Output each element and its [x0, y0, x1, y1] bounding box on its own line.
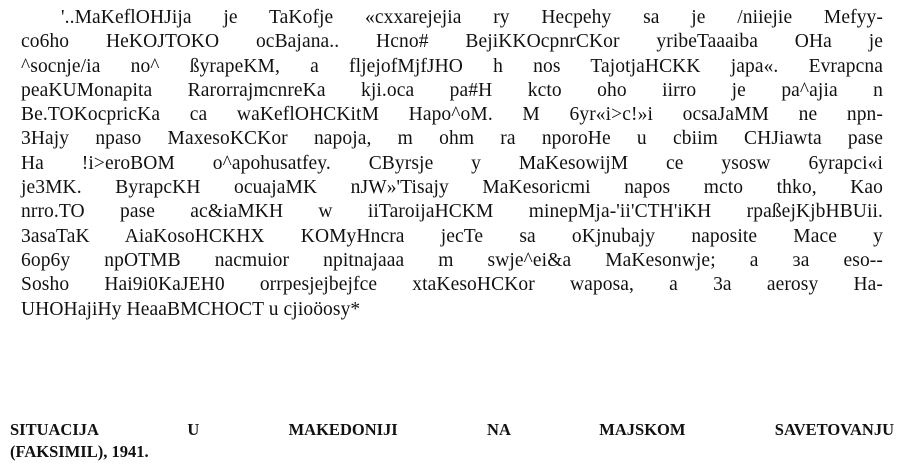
text-line: Ha !i>eroBOM o^apohusatfey. CByrsje y MaKesowijM ce ysosw 6yrapci«i — [21, 152, 883, 174]
caption-line-1: SITUACIJA U MAKEDONIJI NA MAJSKOM SAVETOVANJU — [10, 420, 894, 439]
text-line: co6ho HeKOJTOKO ocBajana.. Hcno# BejiKKOcpnrCKor yribeTaaaiba OHa je — [21, 31, 883, 53]
text-line: ^socnje/ia no^ ßyrapeKM, a fljejofMjfJHO h nos TajotjaHCKK japa«. Evrapcna — [21, 55, 883, 77]
text-line: 3asaTaK AiaKosoHCKHX KOMyHncra jecTe sa oKjnubajy naposite Mace y — [21, 225, 883, 247]
text-line: peaKUMonapita RarorrajmcnreKa kji.oca pa#H kcto oho iirro je pa^ajia n — [21, 79, 883, 101]
facsimile-text-block — [21, 6, 883, 322]
caption-line-2: (FAKSIMIL), 1941. — [10, 442, 149, 461]
text-line: nrro.TO pase ac&iaMKH w iiTaroijaHCKM minepMja-'ii'CTH'iKH rpaßejKjbHBUii. — [21, 201, 883, 223]
figure-caption — [10, 419, 894, 463]
text-line: UHOHajiHy HeaaBMCHOCT u cjioöosy* — [21, 298, 361, 320]
text-line: je3MK. ByrapcKH ocuajaMK nJW»'Tisajy MaKesoricmi napos mcto thko, Kao — [21, 177, 883, 199]
text-line: 6op6y npOTMB nacmuior npitnajaaa m swje^ei&a MaKesonwje; a ɜa eso-- — [21, 249, 883, 271]
text-line: Sosho Hai9i0KaJEH0 orrpesjejbejfce xtaKesoHCKor waposa, a 3a aerosy Ha- — [21, 274, 883, 296]
text-line: '..MaKeflOHJija je TaKofje «cxxarejejia ry Hecpehy sa je /niiejie Mefyy- — [61, 7, 883, 28]
text-line: Be.TOKocpricKa ca waKeflOHCKitM Hapo^oM. M 6yr«i>c!»i ocsaJaMM ne npn- — [21, 104, 883, 126]
text-line: 3Hajy npaso MaxesoKCKor napoja, m ohm ra nporoHe u cbiim CHJiawta pase — [21, 128, 883, 150]
